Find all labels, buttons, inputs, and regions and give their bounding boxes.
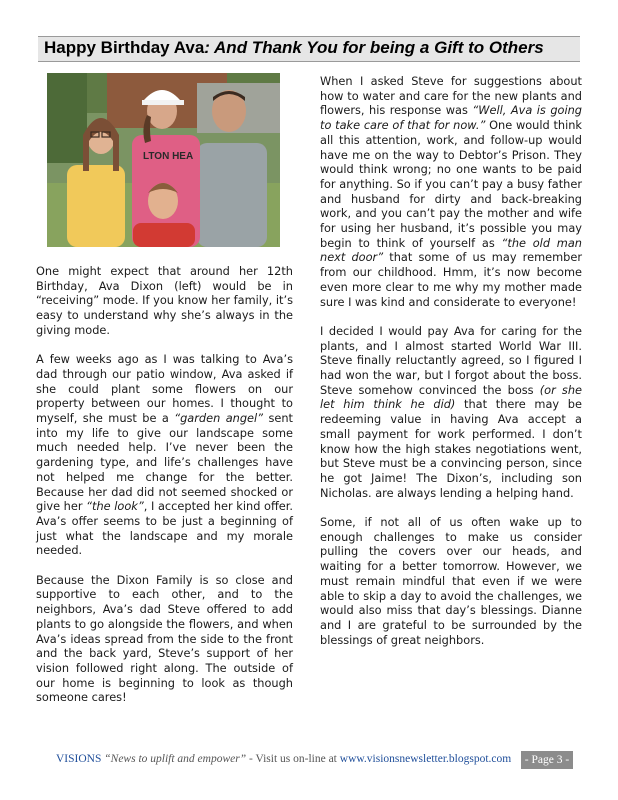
visions-link[interactable]: VISIONS bbox=[56, 753, 102, 765]
right-p1-emphasis-2: “the old man next door” bbox=[320, 235, 582, 265]
footer-visit-text: - Visit us on-line at bbox=[246, 753, 340, 765]
blog-url-link[interactable]: www.visionsnewsletter.blogspot.com bbox=[339, 753, 512, 765]
right-paragraph-2 bbox=[320, 324, 582, 500]
right-p2-emphasis-1: (or she let him think he did) bbox=[320, 382, 582, 412]
right-paragraph-1 bbox=[320, 74, 582, 309]
family-photo bbox=[47, 73, 280, 247]
right-p2-text-b: that there may be redeeming value in having Ava accept a small payment for work performed. I don’t know how the high stakes negotiations went, but Steve must be a convincing person, since he got Jaime! The Dixon’s, including son Nicholas. are always lending a helping hand. bbox=[320, 397, 582, 500]
left-paragraph-1: One might expect that around her 12th Birthday, Ava Dixon (left) would be in “receiving” mode. If you know her family, it’s easy to understand why she’s always in the giving mode. bbox=[36, 264, 293, 337]
footer-tagline: “News to uplift and empower” bbox=[104, 753, 247, 765]
title-subtitle: : And Thank You for being a Gift to Others bbox=[204, 38, 544, 57]
right-column bbox=[320, 74, 582, 662]
left-p2-text-b: sent into my life to give our landscape some much needed help. I’ve never been the gardening type, and life’s challenges have not helped me change for the better. Because her dad did not seemed shocked or give her bbox=[36, 411, 293, 514]
left-p2-text-a: A few weeks ago as I was talking to Ava’s dad through our patio window, Ava asked if she could plant some flowers on our property between our homes. I thought to myself, she must be a bbox=[36, 352, 293, 426]
title-main: Happy Birthday Ava bbox=[44, 38, 205, 57]
right-p1-emphasis-1: “Well, Ava is going to take care of that for now.” bbox=[320, 103, 583, 133]
left-paragraph-3: Because the Dixon Family is so close and supportive to each other, and to the neighbors, Ava’s dad Steve offered to add plants to go alongside the flowers, and when Ava’s ideas spread from the side to the front and the back yard, Steve’s support of her vision followed right along. The outside of our home is beginning to look as though someone cares! bbox=[36, 572, 293, 705]
right-paragraph-3: Some, if not all of us often wake up to enough challenges to make us consider pulling the covers over our heads, and waiting for a better tomorrow. However, we must remain mindful that even if we were able to skip a day to avoid the challenges, we would also miss that day’s blessings. Dianne and I are grateful to be surrounded by the blessings of great neighbors. bbox=[320, 515, 582, 647]
left-p2-emphasis-2: “the look” bbox=[86, 499, 144, 514]
left-p2-emphasis-1: “garden angel” bbox=[174, 411, 264, 426]
footer-line bbox=[56, 753, 511, 765]
right-p1-text-a: When I asked Steve for suggestions about how to water and care for the new plants and flowers, his response was bbox=[320, 74, 582, 118]
shirt-text: LTON HEA bbox=[143, 151, 194, 162]
family-photo-illustration bbox=[47, 73, 280, 247]
page-number-badge: - Page 3 - bbox=[521, 751, 573, 769]
right-p1-text-c: that some of us may remember from our childhood. Hmm, it’s now become even more clear to me why my mother made sure I was kind and considerate to everyone! bbox=[320, 250, 582, 309]
article-title bbox=[38, 36, 580, 62]
left-paragraph-2 bbox=[36, 352, 293, 558]
right-p1-text-b: One would think all this attention, work, and follow-up would have me on the way to Debtor’s Prison. They would think wrong; no one wants to be paid for anything. So if you can’t pay a busy father and husband for dirty and back-breaking work, and you can’t pay the mother and wife for using her husband, it’s possible you may begin to think of yourself as bbox=[320, 118, 582, 250]
left-p2-text-c: , I accepted her kind offer. Ava’s offer seems to be just a beginning of just what the landscape and my morale needed. bbox=[36, 499, 293, 558]
right-p2-text-a: I decided I would pay Ava for caring for the plants, and I almost started World War III. Steve finally reluctantly agreed, so I figured I had won the war, but I forgot about the boss. Steve somehow convinced the boss bbox=[320, 323, 582, 397]
left-column bbox=[36, 264, 293, 720]
page-footer bbox=[0, 751, 618, 771]
